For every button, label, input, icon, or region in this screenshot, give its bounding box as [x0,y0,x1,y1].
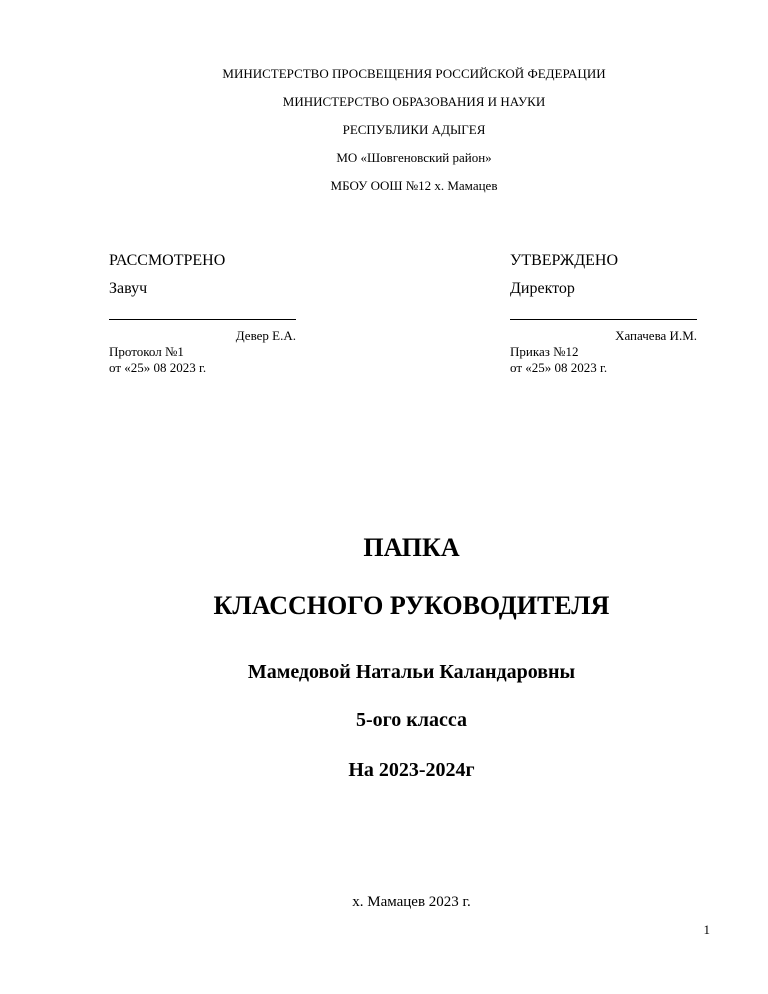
school-name: МБОУ ООШ №12 х. Мамацев [330,178,498,193]
left-date: от «25» 08 2023 г. [109,360,207,375]
left-heading: РАССМОТРЕНО [109,252,226,269]
right-heading: УТВЕРЖДЕНО [510,252,619,269]
academic-year: На 2023-2024г [348,759,475,781]
ministry-regional: МИНИСТЕРСТВО ОБРАЗОВАНИЯ И НАУКИ [282,94,546,109]
page-number: 1 [703,922,710,937]
title-class-teacher: КЛАССНОГО РУКОВОДИТЕЛЯ [213,591,610,620]
left-signatory-name: Девер Е.А. [235,328,296,343]
right-document: Приказ №12 [510,344,579,359]
district-name: МО «Шовгеновский район» [336,150,492,165]
right-signature-line [510,319,697,320]
right-date: от «25» 08 2023 г. [510,360,608,375]
ministry-federal: МИНИСТЕРСТВО ПРОСВЕЩЕНИЯ РОССИЙСКОЙ ФЕДЕРАЦИИ [222,66,606,81]
left-document: Протокол №1 [109,344,184,359]
republic-name: РЕСПУБЛИКИ АДЫГЕЯ [342,122,486,137]
title-folder: ПАПКА [363,533,460,562]
left-signature-line [109,319,296,320]
right-role: Директор [510,280,575,297]
right-signatory-name: Хапачева И.М. [615,328,697,343]
footer-place-year: х. Мамацев 2023 г. [352,894,471,910]
left-role: Завуч [109,280,148,297]
teacher-name: Мамедовой Натальи Каландаровны [247,661,576,683]
class-grade: 5-ого класса [356,709,467,731]
